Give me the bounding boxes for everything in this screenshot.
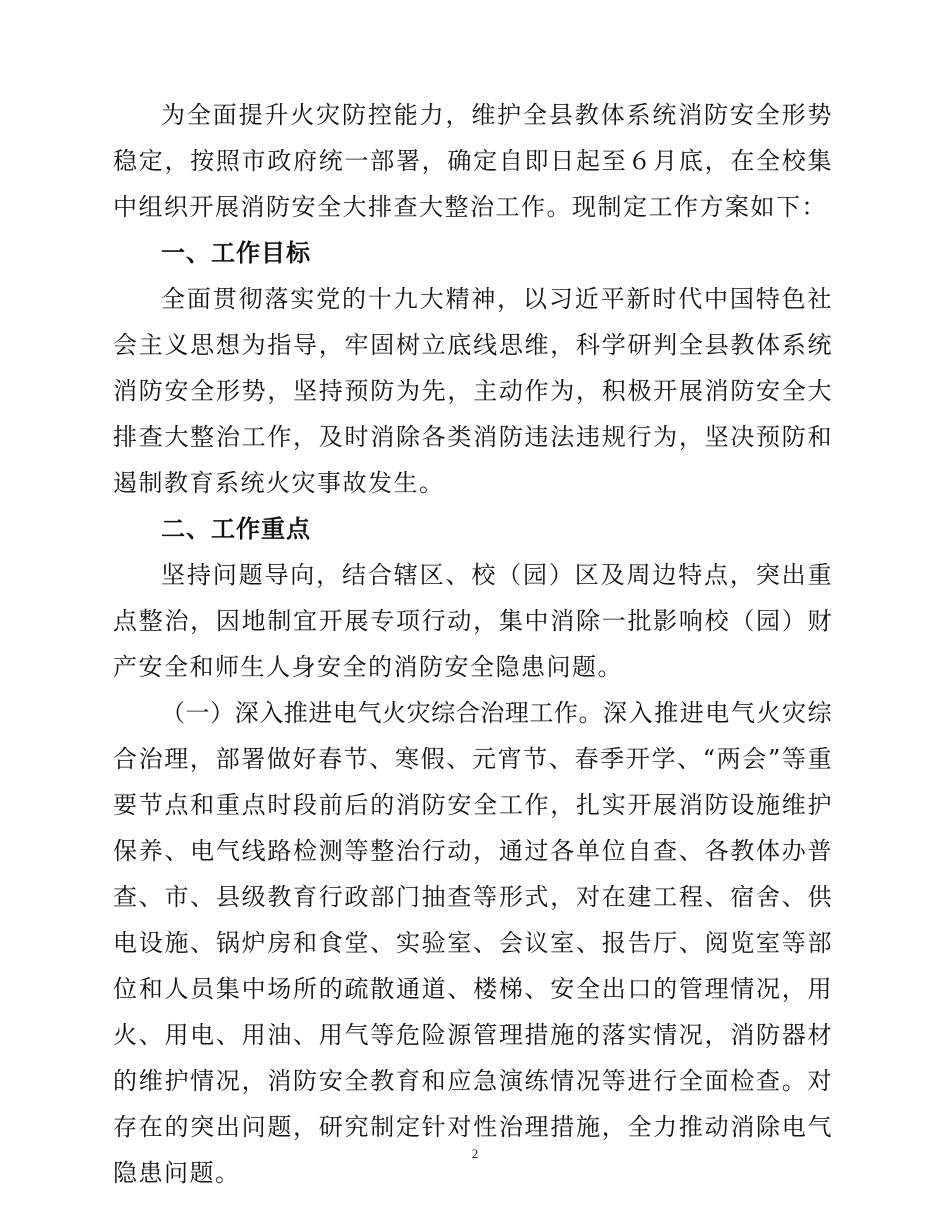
focus-paragraph: 坚持问题导向，结合辖区、校（园）区及周边特点，突出重点整治，因地制宜开展专项行动，集中消除一批影响校（园）财产安全和师生人身安全的消防安全隐患问题。 <box>113 561 833 681</box>
document-body <box>113 92 833 1196</box>
intro-paragraph: 为全面提升火灾防控能力，维护全县教体系统消防安全形势稳定，按照市政府统一部署，确定自即日起至６月底，在全校集中组织开展消防安全大排查大整治工作。现制定工作方案如下： <box>113 101 833 221</box>
section-heading-focus: 二、工作重点 <box>161 515 311 543</box>
goals-paragraph: 全面贯彻落实党的十九大精神，以习近平新时代中国特色社会主义思想为指导，牢固树立底线思维，科学研判全县教体系统消防安全形势，坚持预防为先，主动作为，积极开展消防安全大排查大整治工作，及时消除各类消防违法违规行为，坚决预防和遏制教育系统火灾事故发生。 <box>113 285 833 497</box>
item-electrical-paragraph <box>113 690 833 1196</box>
item-electrical-title: （一）深入推进电气火灾综合治理工作。 <box>161 699 604 727</box>
page-number: 2 <box>471 1146 479 1161</box>
section-heading-goals: 一、工作目标 <box>161 239 311 267</box>
item-electrical-body: 深入推进电气火灾综合治理，部署做好春节、寒假、元宵节、春季开学、“两会”等重要节点和重点时段前后的消防安全工作，扎实开展消防设施维护保养、电气线路检测等整治行动，通过各单位自查、各教体办普查、市、县级教育行政部门抽查等形式，对在建工程、宿舍、供电设施、锅炉房和食堂、实验室、会议室、报告厅、阅览室等部位和人员集中场所的疏散通道、楼梯、安全出口的管理情况，用火、用电、用油、用气等危险源管理措施的落实情况，消防器材的维护情况，消防安全教育和应急演练情况等进行全面检查。对存在的突出问题，研究制定针对性治理措施，全力推动消除电气隐患问题。 <box>113 699 834 1187</box>
